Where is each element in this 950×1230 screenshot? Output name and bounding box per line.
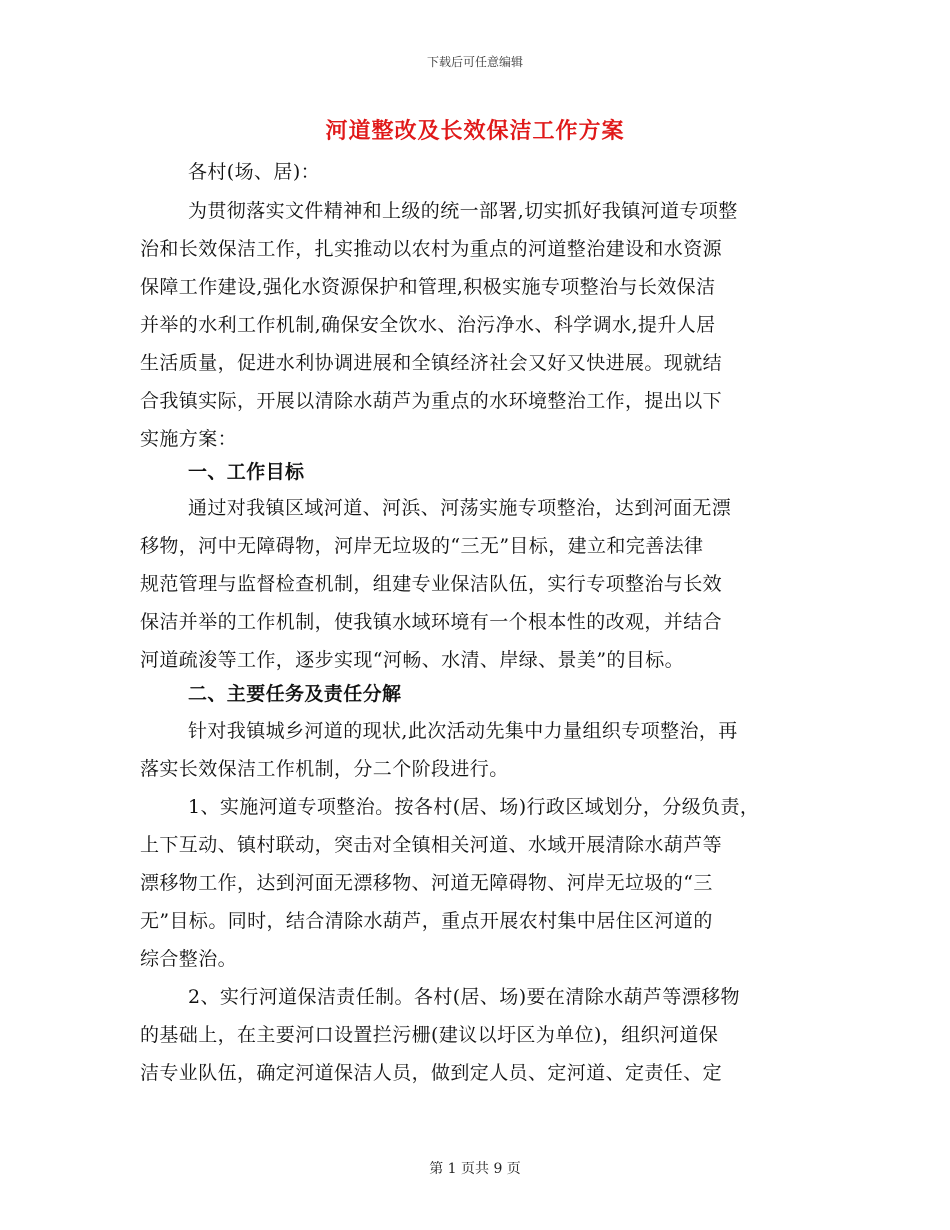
- paragraph-line: 的基础上，在主要河口设置拦污栅(建议以圩区为单位)，组织河道保: [140, 1024, 719, 1046]
- paragraph-line: 河道疏浚等工作，逐步实现“河畅、水清、岸绿、景美”的目标。: [140, 649, 685, 671]
- paragraph-line: 落实长效保洁工作机制，分二个阶段进行。: [140, 758, 509, 780]
- paragraph-line: 通过对我镇区域河道、河浜、河荡实施专项整治，达到河面无漂: [188, 497, 732, 519]
- paragraph-line: 保障工作建设,强化水资源保护和管理,积极实施专项整治与长效保洁: [140, 276, 716, 298]
- paragraph-line: 上下互动、镇村联动，突击对全镇相关河道、水域开展清除水葫芦等: [140, 834, 723, 856]
- header-note: 下载后可任意编辑: [426, 55, 523, 69]
- paragraph-line: 针对我镇城乡河道的现状,此次活动先集中力量组织专项整治，再: [188, 720, 738, 742]
- document-title: 河道整改及长效保洁工作方案: [325, 118, 625, 144]
- paragraph-line: 2、实行河道保洁责任制。各村(居、场)要在清除水葫芦等漂移物: [188, 986, 740, 1008]
- salutation: 各村(场、居)：: [188, 161, 321, 183]
- paragraph-line: 合我镇实际，开展以清除水葫芦为重点的水环境整治工作，提出以下: [140, 390, 723, 412]
- page-footer: 第 1 页共 9 页: [429, 1161, 521, 1177]
- paragraph-line: 生活质量，促进水利协调进展和全镇经济社会又好又快进展。现就结: [140, 352, 723, 374]
- paragraph-line: 1、实施河道专项整治。按各村(居、场)行政区域划分，分级负责，: [188, 796, 760, 818]
- paragraph-line: 为贯彻落实文件精神和上级的统一部署,切实抓好我镇河道专项整: [188, 200, 738, 222]
- paragraph-line: 洁专业队伍，确定河道保洁人员，做到定人员、定河道、定责任、定: [140, 1062, 723, 1084]
- paragraph-line: 移物，河中无障碍物，河岸无垃圾的“三无”目标，建立和完善法律: [140, 535, 704, 557]
- paragraph-line: 治和长效保洁工作，扎实推动以农村为重点的河道整治建设和水资源: [140, 238, 723, 260]
- paragraph-line: 并举的水利工作机制,确保安全饮水、治污净水、科学调水,提升人居: [140, 314, 716, 336]
- section-heading: 二、主要任务及责任分解: [188, 683, 402, 705]
- paragraph-line: 无”目标。同时，结合清除水葫芦，重点开展农村集中居住区河道的: [140, 910, 713, 932]
- paragraph-line: 综合整治。: [140, 948, 238, 970]
- paragraph-line: 实施方案：: [140, 428, 238, 450]
- paragraph-line: 保洁并举的工作机制，使我镇水域环境有一个根本性的改观，并结合: [140, 611, 723, 633]
- paragraph-line: 规范管理与监督检查机制，组建专业保洁队伍，实行专项整治与长效: [140, 573, 723, 595]
- paragraph-line: 漂移物工作，达到河面无漂移物、河道无障碍物、河岸无垃圾的“三: [140, 872, 713, 894]
- section-heading: 一、工作目标: [188, 461, 305, 483]
